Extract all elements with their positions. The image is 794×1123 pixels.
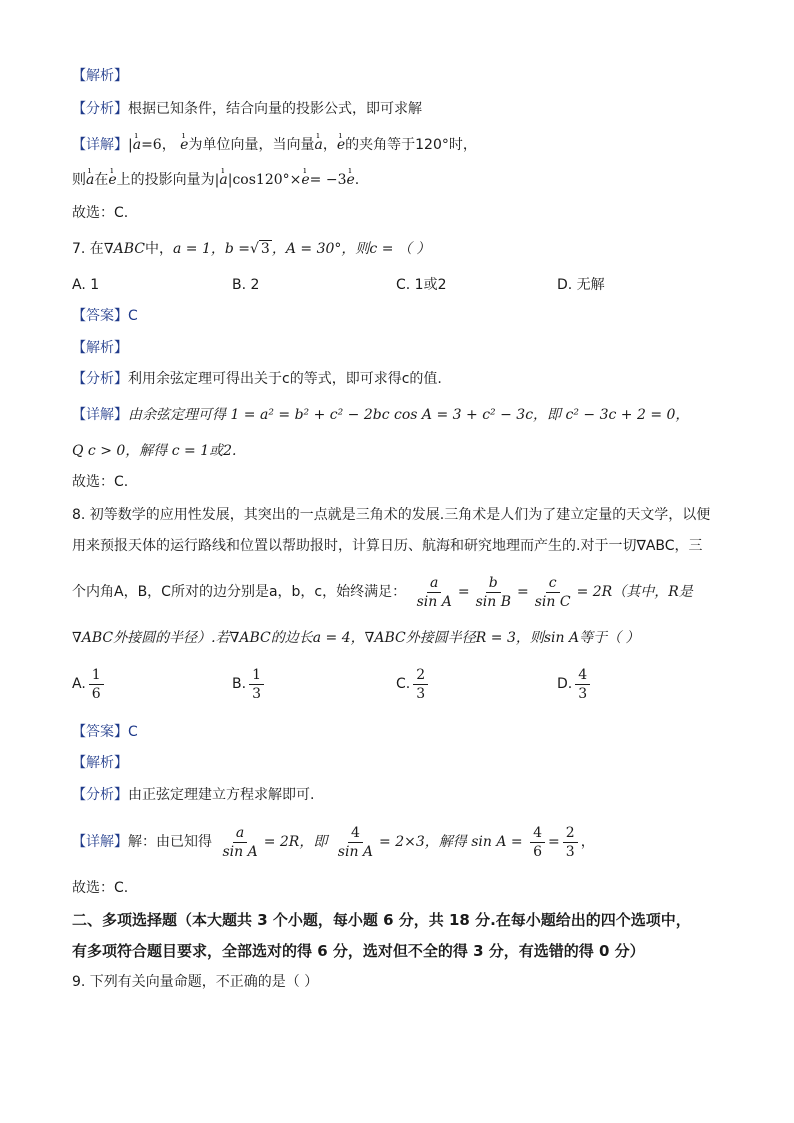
q6-projection: 则ı a在ı e上的投影向量为|ı a|cos120°×ı e= −3ı e. <box>72 170 359 190</box>
section2-heading-line2: 有多项符合题目要求，全部选对的得 6 分，选对但不全的得 3 分，有选错的得 0 分） <box>72 942 645 960</box>
q6-answer: 故选：C. <box>72 205 129 221</box>
q8-stem-line3: 个内角A，B，C所对的边分别是a，b，c，始终满足： $\frac{a}{\text{sin A}}$ = $\frac{b}{\text{sin B}}$ = $\frac{c}{\text{sin C}}$ = 2R（其中，R是 <box>72 574 693 610</box>
section2-heading-line1: 二、多项选择题（本大题共 3 个小题，每小题 6 分，共 18 分.在每小题给出的四个选项中， <box>72 911 691 929</box>
q7-answer: 故选：C. <box>72 474 129 490</box>
q8-daan: 【答案】C <box>72 724 138 740</box>
q8-option-d: D. $\frac{4}{3}$ <box>557 664 593 704</box>
q8-jiexi: 【解析】 <box>72 755 128 771</box>
q8-option-b: B. $\frac{1}{3}$ <box>232 664 267 704</box>
q7-stem: 7. 在∇ABC中，a = 1，b =√ 3 ，A = 30°，则c = （ ） <box>72 241 431 257</box>
q7-xiangjie: 【详解】由余弦定理可得 1 = a² = b² + c² − 2bc cos A = 3 + c² − 3c，即 c² − 3c + 2 = 0， <box>72 407 690 423</box>
frac-a-sina: $\frac{a}{\text{sin A}}$ <box>416 574 452 610</box>
q8-stem-line2: 用来预报天体的运行路线和位置以帮助报时，计算日历、航海和研究地理而产生的.对于一切∇ABC，三 <box>72 538 703 554</box>
frac-b-sinb: $\frac{b}{\text{sin B}}$ <box>475 574 511 610</box>
q8-xiangjie: 【详解】解：由已知得 $\frac{a}{\text{sin A}}$ = 2R，即 $\frac{4}{\text{sin A}}$ = 2×3，解得 sin A = $\frac{4}{6}$ = $\frac{2}{3}$ ， <box>72 824 595 860</box>
q8-option-c: C. $\frac{2}{3}$ <box>396 664 431 704</box>
q6-fenxi: 【分析】根据已知条件，结合向量的投影公式，即可求解 <box>72 101 422 117</box>
q7-option-b: B. 2 <box>232 277 260 293</box>
q6-jiexi: 【解析】 <box>72 68 128 84</box>
q7-step2: Q c > 0，解得 c = 1或2. <box>72 443 237 459</box>
q9-stem: 9. 下列有关向量命题，不正确的是（ ） <box>72 974 319 990</box>
q7-jiexi: 【解析】 <box>72 340 128 356</box>
q7-option-d: D. 无解 <box>557 277 605 293</box>
q7-option-a: A. 1 <box>72 277 100 293</box>
q8-answer: 故选：C. <box>72 880 129 896</box>
q8-stem-line4: ∇ABC外接圆的半径）.若∇ABC的边长a = 4，∇ABC外接圆半径R = 3，则sin A等于（ ） <box>72 630 640 646</box>
q7-fenxi: 【分析】利用余弦定理可得出关于c的等式，即可求得c的值. <box>72 371 442 387</box>
q7-daan: 【答案】C <box>72 308 138 324</box>
frac-c-sinc: $\frac{c}{\text{sin C}}$ <box>534 574 571 610</box>
q8-fenxi: 【分析】由正弦定理建立方程求解即可. <box>72 787 315 803</box>
q7-option-c: C. 1或2 <box>396 277 447 293</box>
q6-xiangjie: 【详解】|ı a=6， ı e为单位向量，当向量ı a，ı e的夹角等于120°时， <box>72 135 477 155</box>
q8-option-a: A. $\frac{1}{6}$ <box>72 664 107 704</box>
q8-stem-line1: 8. 初等数学的应用性发展，其突出的一点就是三角术的发展.三角术是人们为了建立定量的天文学，以便 <box>72 507 711 523</box>
